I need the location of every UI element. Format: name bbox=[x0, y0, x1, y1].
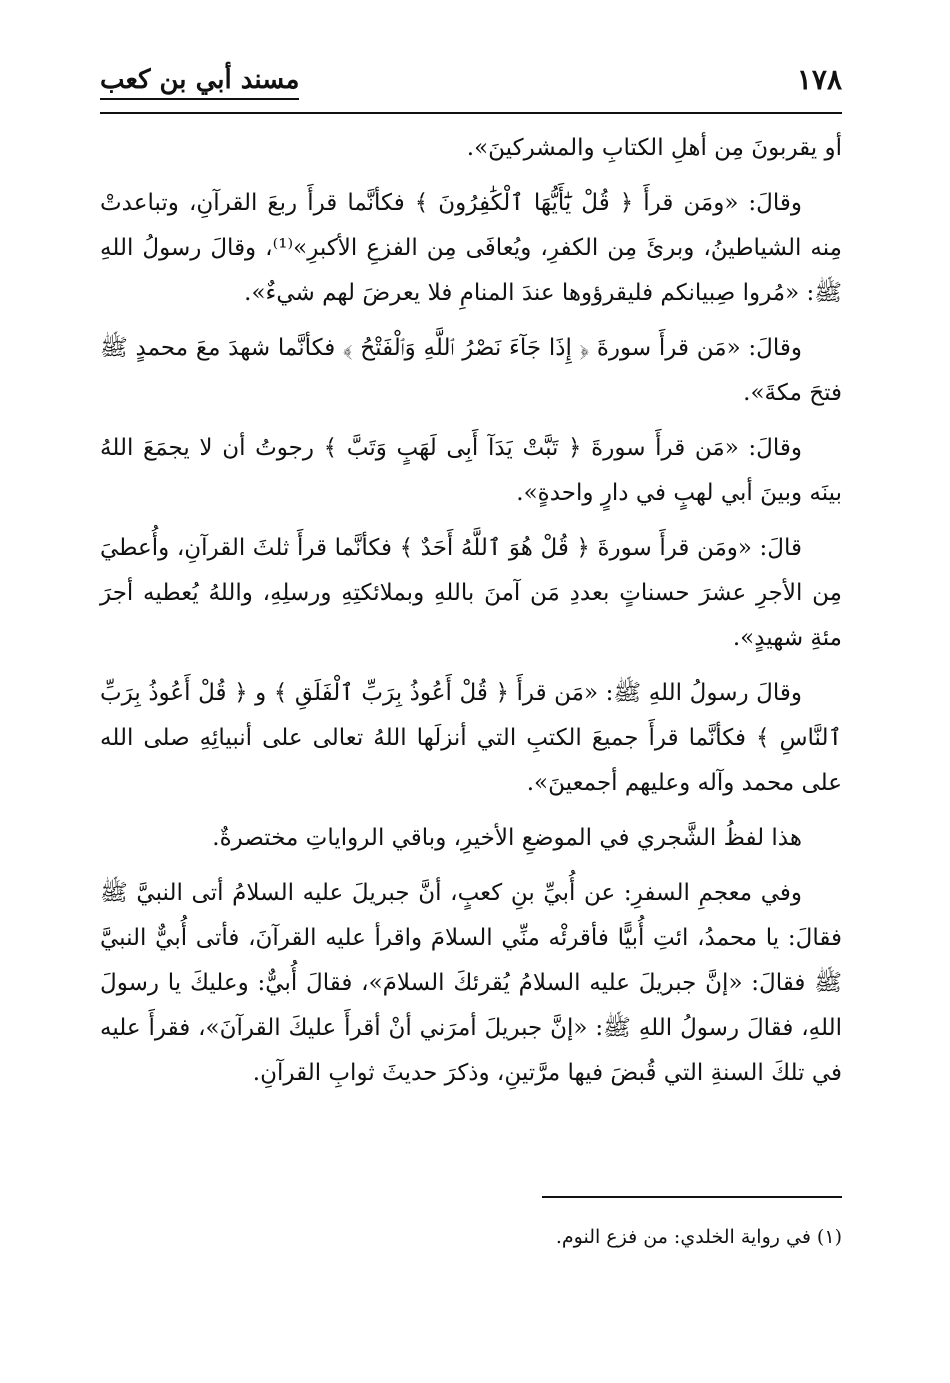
footnote-divider bbox=[542, 1196, 842, 1198]
running-title: مسند أبي بن كعب bbox=[100, 62, 299, 100]
header-rule bbox=[100, 112, 842, 114]
paragraph: وفي معجمِ السفرِ: عن أُبيِّ بنِ كعبٍ، أنَّ جبريلَ عليه السلامُ أتى النبيَّ ﷺ فقالَ: يا محمدُ، ائتِ أُبيًّا فأقرئْه منِّي السلامَ واقرأ عليه القرآنَ، فأتى أُبيٌّ النبيَّ ﷺ فقالَ: «إنَّ جبريلَ عليه السلامُ يُقرئكَ السلامَ»، فقالَ أُبيٌّ: وعليكَ يا رسولَ اللهِ، فقالَ رسولُ اللهِ ﷺ: «إنَّ جبريلَ أمرَني أنْ أقرأَ عليكَ القرآنَ»، فقرأَ عليه في تلكَ السنةِ التي قُبضَ فيها مرَّتينِ، وذكرَ حديثَ ثوابِ القرآنِ. bbox=[100, 880, 842, 1086]
paragraph: قالَ: «ومَن قرأَ سورةَ ﴿ قُلْ هُوَ ٱللَّهُ أَحَدٌ ﴾ فكأنَّما قرأَ ثلثَ القرآنِ، وأُعطيَ مِن الأجرِ عشرَ حسناتٍ بعددِ مَن آمنَ باللهِ وبملائكتِهِ ورسلِهِ، واللهُ يُعطيه أجرَ مئةِ شهيدٍ». bbox=[100, 535, 842, 651]
page-header bbox=[100, 62, 842, 106]
paragraph: وقالَ: «مَن قرأَ سورةَ ﴿ تَبَّتْ يَدَآ أَبِى لَهَبٍ وَتَبَّ ﴾ رجوتُ أن لا يجمَعَ اللهُ بينَه وبينَ أبي لهبٍ في دارٍ واحدةٍ». bbox=[100, 435, 842, 506]
main-text bbox=[100, 126, 842, 1106]
footnote: (١) في رواية الخلدي: من فزع النوم. bbox=[555, 1226, 842, 1248]
paragraph: وقالَ: «ومَن قرأَ ﴿ قُلْ يَٰٓأَيُّهَا ٱلْكَٰفِرُونَ ﴾ فكأنَّما قرأَ ربعَ القرآنِ، وتباعدتْ مِنه الشياطينُ، وبرئَ مِن الكفرِ، ويُعافَى مِن الفزعِ الأكبرِ»⁽¹⁾، وقالَ رسولُ اللهِ ﷺ: «مُروا صِبيانكم فليقرؤوها عندَ المنامِ فلا يعرضَ لهم شيءٌ». bbox=[100, 190, 843, 306]
paragraph: هذا لفظُ الشَّجري في الموضعِ الأخيرِ، وباقي الرواياتِ مختصرةٌ. bbox=[212, 825, 802, 851]
paragraph: وقالَ رسولُ اللهِ ﷺ: «مَن قرأَ ﴿ قُلْ أَعُوذُ بِرَبِّ ٱلْفَلَقِ ﴾ و ﴿ قُلْ أَعُوذُ بِرَبِّ ٱلنَّاسِ ﴾ فكأنَّما قرأَ جميعَ الكتبِ التي أنزلَها اللهُ تعالى على أنبيائِهِ صلى الله على محمد وآله وعليهم أجمعينَ». bbox=[100, 680, 842, 796]
paragraph: وقالَ: «مَن قرأَ سورةَ ﴿ إِذَا جَآءَ نَصْرُ ٱللَّهِ وَٱلْفَتْحُ ﴾ فكأنَّما شهدَ معَ محمدٍ ﷺ فتحَ مكةَ». bbox=[100, 335, 842, 406]
page-number: ١٧٨ bbox=[796, 63, 842, 96]
paragraph: أو يقربونَ مِن أهلِ الكتابِ والمشركينَ». bbox=[466, 135, 842, 161]
